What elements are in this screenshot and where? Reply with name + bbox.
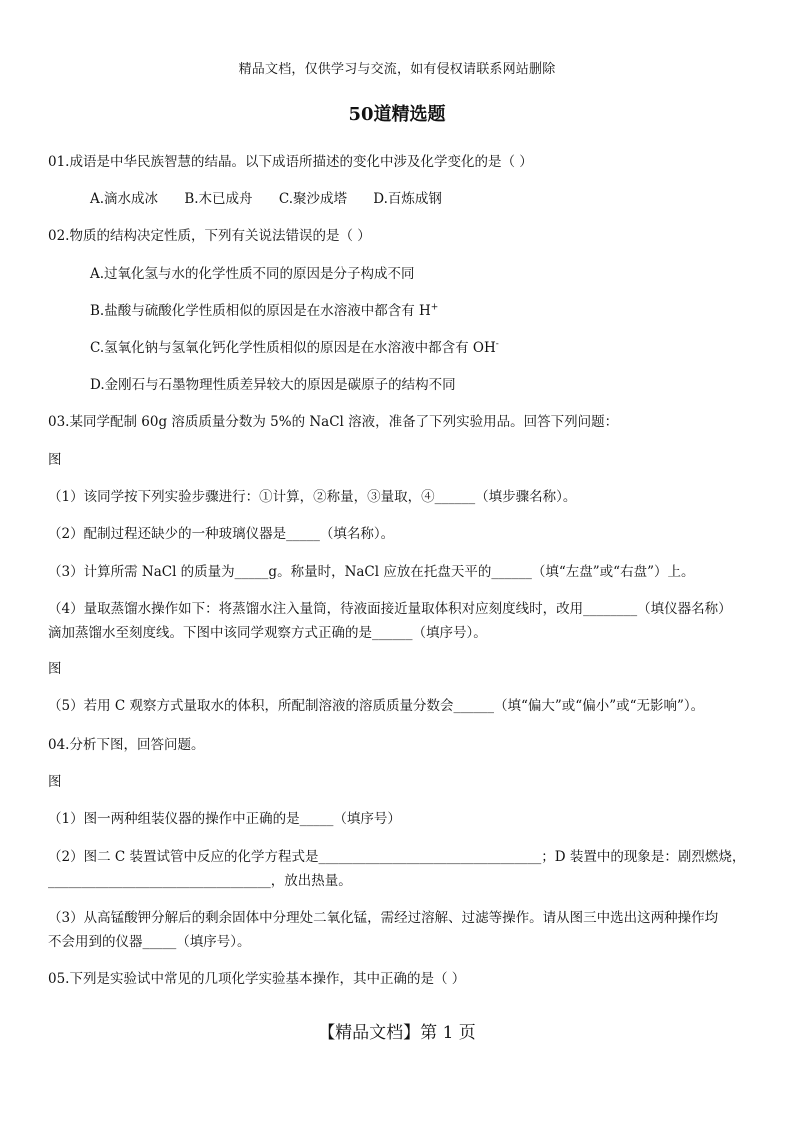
option-d: D.百炼成钢 xyxy=(373,191,442,207)
question-3-stem: 03.某同学配制 60g 溶质质量分数为 5%的 NaCl 溶液，准备了下列实验用品。回答下列问题： xyxy=(48,414,619,430)
question-4-part-3-line-2: 不会用到的仪器_____（填序号）。 xyxy=(48,934,251,950)
figure-placeholder: 图 xyxy=(48,774,62,790)
question-2-option-c: C.氢氧化钠与氢氧化钙化学性质相似的原因是在水溶液中都含有 OH- xyxy=(90,339,499,356)
question-3-part-4-line-2: 滴加蒸馏水至刻度线。下图中该同学观察方式正确的是______（填序号）。 xyxy=(48,625,487,641)
option-a: A.滴水成冰 xyxy=(90,191,159,207)
question-3-part-4-line-1: （4）量取蒸馏水操作如下：将蒸馏水注入量筒，待液面接近量取体积对应刻度线时，改用________（填仪器名称） xyxy=(48,601,732,617)
option-c: C.聚沙成塔 xyxy=(278,191,347,207)
page-header: 精品文档，仅供学习与交流，如有侵权请联系网站删除 xyxy=(238,62,556,77)
question-4-part-3-line-1: （3）从高锰酸钾分解后的剩余固体中分理处二氧化锰，需经过溶解、过滤等操作。请从图三中选出这两种操作均 xyxy=(48,910,719,926)
question-1-options xyxy=(90,187,464,207)
question-3-part-5: （5）若用 C 观察方式量取水的体积，所配制溶液的溶质质量分数会______（填“偏大”或“偏小”或“无影响”）。 xyxy=(48,698,705,714)
page-title: 50道精选题 xyxy=(348,104,446,125)
question-4-part-2-line-2: _________________________________，放出热量。 xyxy=(48,873,352,889)
figure-placeholder: 图 xyxy=(48,452,62,468)
question-4-stem: 04.分析下图，回答问题。 xyxy=(48,737,205,753)
question-2-option-d: D.金刚石与石墨物理性质差异较大的原因是碳原子的结构不同 xyxy=(90,377,456,393)
option-b: B.木已成舟 xyxy=(184,191,253,207)
figure-placeholder: 图 xyxy=(48,661,62,677)
question-2-option-b: B.盐酸与硫酸化学性质相似的原因是在水溶液中都含有 H+ xyxy=(90,302,439,319)
question-3-part-1: （1）该同学按下列实验步骤进行：①计算，②称量，③量取，④______（填步骤名称）。 xyxy=(48,489,577,505)
question-1-stem: 01.成语是中华民族智慧的结晶。以下成语所描述的变化中涉及化学变化的是（ ） xyxy=(48,154,533,170)
question-5-stem: 05.下列是实验试中常见的几项化学实验基本操作，其中正确的是（ ） xyxy=(48,971,466,987)
question-3-part-2: （2）配制过程还缺少的一种玻璃仪器是_____（填名称）。 xyxy=(48,526,395,542)
question-3-part-3: （3）计算所需 NaCl 的质量为_____g。称量时，NaCl 应放在托盘天平的______（填“左盘”或“右盘”）上。 xyxy=(48,564,695,580)
question-2-option-a: A.过氧化氢与水的化学性质不同的原因是分子构成不同 xyxy=(90,266,415,282)
question-4-part-2-line-1: （2）图二 C 装置试管中反应的化学方程式是_________________________________；D 装置中的现象是：剧烈燃烧， xyxy=(48,849,746,865)
question-4-part-1: （1）图一两种组装仪器的操作中正确的是_____（填序号） xyxy=(48,811,401,827)
question-2-stem: 02.物质的结构决定性质，下列有关说法错误的是（ ） xyxy=(48,228,371,244)
page-footer: 【精品文档】第 1 页 xyxy=(318,1023,476,1043)
